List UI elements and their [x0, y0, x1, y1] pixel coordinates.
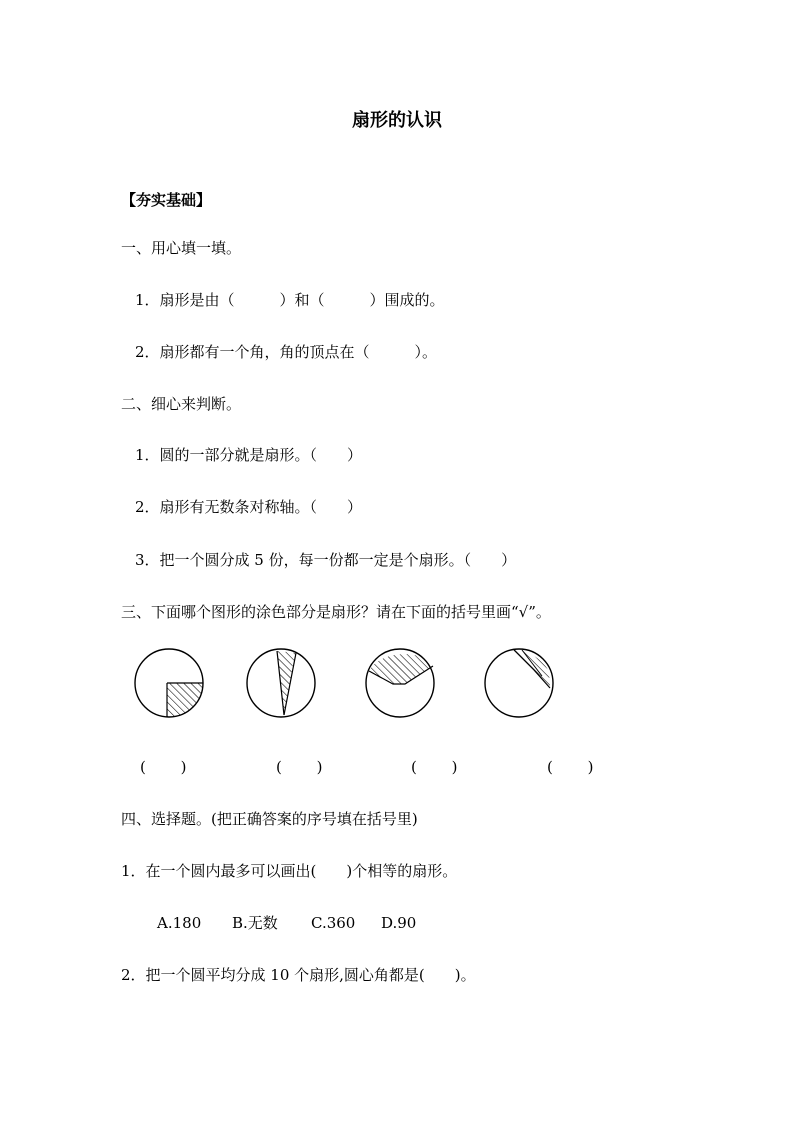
q4-item-1: 1．在一个圆内最多可以画出( )个相等的扇形。: [121, 862, 458, 880]
q4-option-b: B.无数: [232, 914, 278, 932]
q2-item-3: 3．把一个圆分成 5 份，每一份都一定是个扇形。（ ）: [135, 551, 517, 569]
section-label: 【夯实基础】: [121, 191, 212, 209]
q1-item-1: 1．扇形是由（ ）和（ ）围成的。: [135, 291, 445, 309]
figure-3-answer-blank[interactable]: ( ): [411, 758, 458, 776]
q4-option-d: D.90: [381, 914, 417, 932]
q4-option-a: A.180: [157, 914, 202, 932]
figure-1-answer-blank[interactable]: ( ): [140, 758, 187, 776]
figure-circle-1: [132, 646, 206, 720]
q4-option-c: C.360: [311, 914, 356, 932]
figure-4-answer-blank[interactable]: ( ): [547, 758, 594, 776]
figure-2-answer-blank[interactable]: ( ): [276, 758, 323, 776]
q2-item-1: 1．圆的一部分就是扇形。（ ）: [135, 446, 363, 464]
q4-item-2: 2．把一个圆平均分成 10 个扇形,圆心角都是( )。: [121, 966, 476, 984]
figure-circle-2: [244, 646, 318, 720]
page-title: 扇形的认识: [352, 110, 442, 131]
figure-circle-4: [482, 646, 556, 720]
q2-heading: 二、细心来判断。: [121, 395, 242, 413]
q4-heading: 四、选择题。(把正确答案的序号填在括号里): [121, 810, 418, 828]
q3-heading: 三、下面哪个图形的涂色部分是扇形？请在下面的括号里画“√”。: [121, 603, 551, 621]
q1-heading: 一、用心填一填。: [121, 239, 242, 257]
q2-item-2: 2．扇形有无数条对称轴。（ ）: [135, 498, 363, 516]
figure-circle-3: [363, 646, 439, 720]
q1-item-2: 2．扇形都有一个角，角的顶点在（ ）。: [135, 343, 438, 361]
